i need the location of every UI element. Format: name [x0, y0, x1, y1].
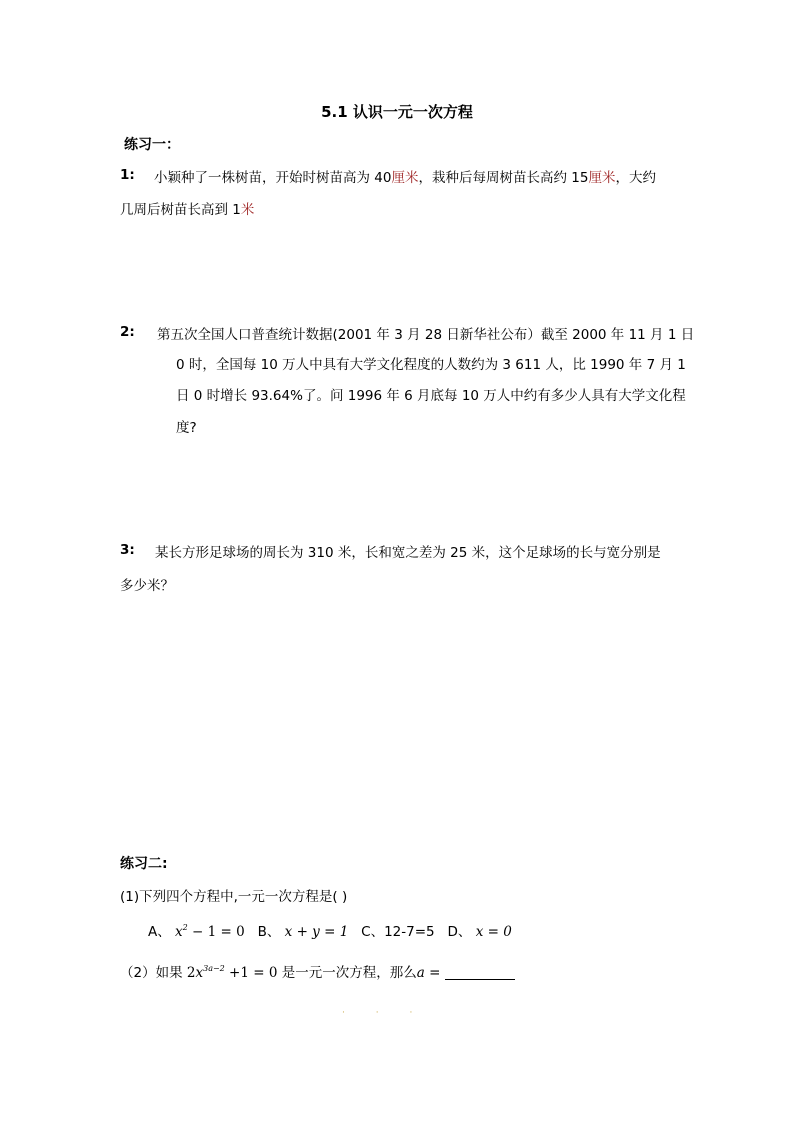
option-b-label: B、 [257, 924, 281, 940]
question-3-number: 3: [120, 542, 135, 558]
option-a-base: x [175, 924, 183, 940]
question-1-line-1: 小颖种了一株树苗，开始时树苗高为 40厘米，栽种后每周树苗长高约 15厘米，大约 [154, 170, 656, 186]
question-1-number: 1: [120, 167, 135, 183]
answer-blank [445, 965, 515, 980]
page-title: 5.1 认识一元一次方程 [321, 103, 473, 121]
option-a-label: A、 [148, 924, 171, 940]
option-b-math: x + y = 1 [284, 924, 349, 940]
question-2-line-4: 度? [176, 420, 197, 436]
section-heading-exercise-1: 练习一： [124, 137, 180, 153]
exercise-2-item-1-options [148, 920, 512, 940]
question-2-number: 2: [120, 324, 135, 340]
question-2-line-3: 日 0 时增长 93.64%了。问 1996 年 6 月底每 10 万人中约有多少人具有大学文化程 [176, 388, 686, 404]
section-heading-exercise-2: 练习二: [120, 856, 168, 872]
footer-dots: · · · [342, 1008, 427, 1018]
question-3-line-1: 某长方形足球场的周长为 310 米，长和宽之差为 25 米，这个足球场的长与宽分别是 [155, 545, 661, 561]
option-a-exponent: 2 [182, 923, 188, 932]
question-3-line-2: 多少米？ [120, 578, 174, 594]
exercise-2-item-2: （2）如果 $2x^{3a-2} +1 = 0$ 是一元一次方程，那么a = [120, 961, 515, 981]
option-d-label: D、 [447, 924, 472, 940]
question-1-line-2: 几周后树苗长高到 1米 [120, 202, 255, 218]
option-d-math: x = 0 [475, 924, 512, 940]
exercise-2-item-1-stem: (1)下列四个方程中,一元一次方程是( ) [120, 889, 348, 905]
question-2-line-2: 0 时，全国每 10 万人中具有大学文化程度的人数约为 3 611 人，比 1990 年 7 月 1 [176, 357, 686, 373]
option-c: C、12-7=5 [361, 924, 435, 940]
option-a-rest: − 1 = 0 [187, 924, 245, 940]
question-2-line-1: 第五次全国人口普查统计数据(2001 年 3 月 28 日新华社公布）截至 2000 年 11 月 1 日 [157, 327, 695, 343]
